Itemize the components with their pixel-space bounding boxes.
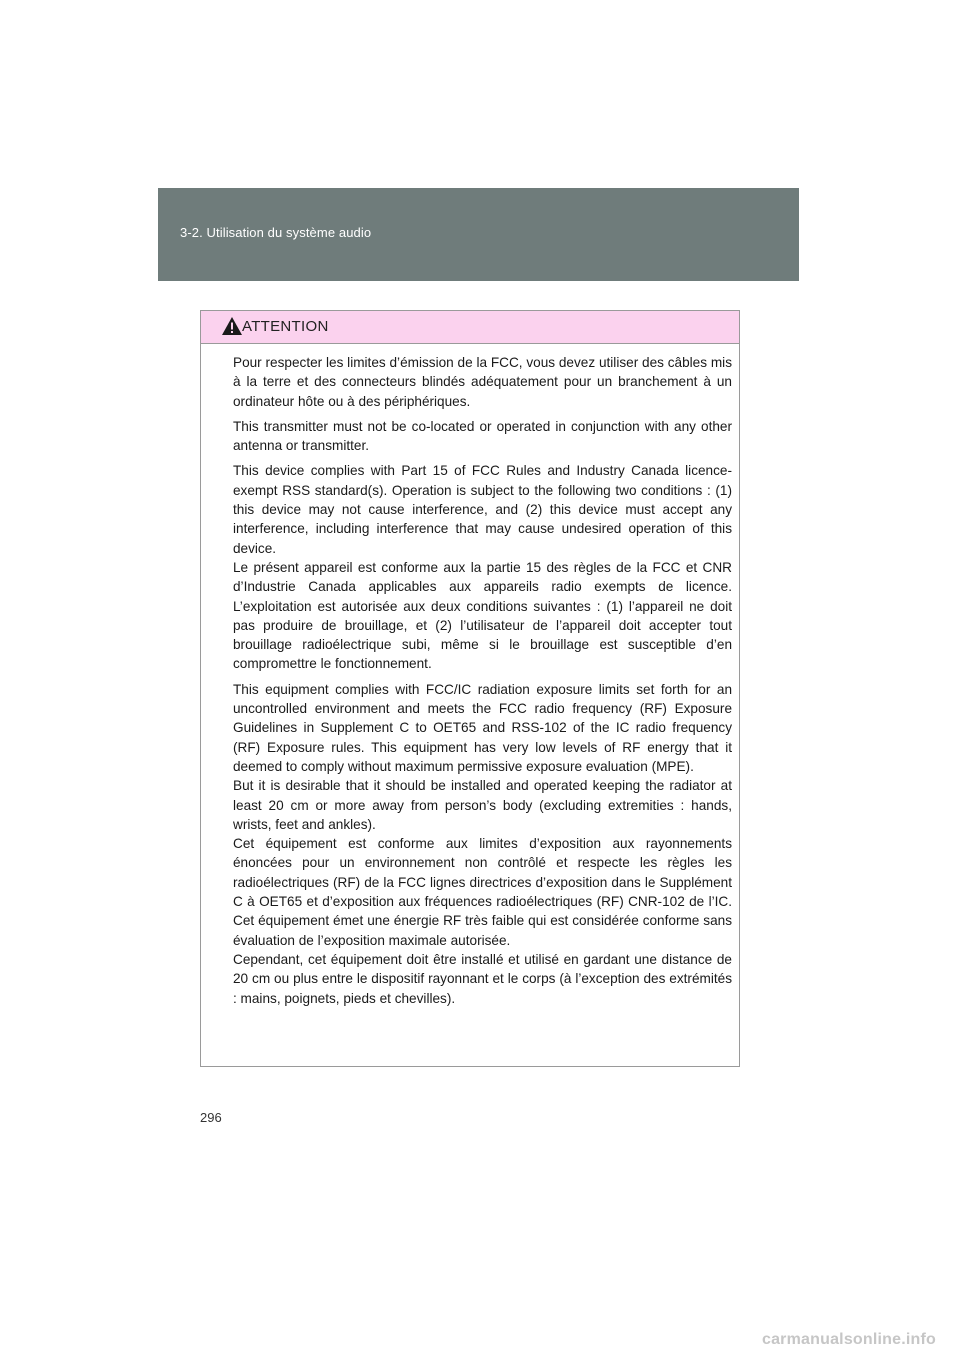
section-label: 3-2. Utilisation du système audio (180, 225, 372, 240)
caution-paragraph (233, 417, 732, 456)
paragraph-line: Le présent appareil est conforme aux la partie 15 des règles de la FCC et CNR d’Industrie Canada applicables aux appareils radio exempts de licence. L’exploitation est autorisée aux deux conditions suivantes : (1) l’appareil ne doit pas produire de brouillage, et (2) l’utilisateur de l’appareil doit accepter tout brouillage radioélectrique subi, même si le brouillage est susceptible d’en compromettre le fonctionnement. (233, 559, 732, 672)
paragraph-line: Pour respecter les limites d’émission de la FCC, vous devez utiliser des câbles mis à la terre et des connecteurs blindés adéquatement pour un branchement à un ordinateur hôte ou à des périphériques. (233, 355, 732, 409)
paragraph-line: This equipment complies with FCC/IC radiation exposure limits set forth for an uncontrolled environment and meets the FCC radio frequency (RF) Exposure Guidelines in Supplement C to OET65 and RSS-102 of the IC radio frequency (RF) Exposure rules. This equipment has very low levels of RF energy that it deemed to comply without maximum permissive exposure evaluation (MPE). (233, 681, 732, 774)
warning-triangle-icon (221, 316, 243, 336)
paragraph-line: Cet équipement est conforme aux limites d’exposition aux rayonnements énoncées pour un environnement non contrôlé et respecte les règles les radioélectriques (RF) de la FCC lignes directrices d’exposition dans le Supplément C à OET65 et d’exposition aux fréquences radioélectriques (RF) CNR-102 de l’IC. Cet équipement émet une énergie RF très faible qui est considérée conforme sans évaluation de l’exposition maximale autorisée. (233, 836, 732, 948)
caution-paragraph (233, 461, 732, 673)
caution-box (200, 310, 740, 1067)
caution-body (201, 344, 739, 1008)
caution-header (201, 311, 739, 344)
caution-paragraph (233, 680, 732, 1008)
caution-title: ATTENTION (242, 318, 329, 335)
caution-paragraph (233, 353, 732, 411)
paragraph-line: But it is desirable that it should be installed and operated keeping the radiator at least 20 cm or more away from person’s body (excluding extremities : hands, wrists, feet and ankles). (233, 778, 732, 832)
watermark: carmanualsonline.info (761, 1331, 936, 1348)
paragraph-line: Cependant, cet équipement doit être installé et utilisé en gardant une distance de 20 cm ou plus entre le dispositif rayonnant et le corps (à l’exception des extrémités : mains, poignets, pieds et chevilles). (233, 951, 732, 1006)
paragraph-line: This transmitter must not be co-located or operated in conjunction with any other antenna or transmitter. (233, 418, 732, 454)
page-number: 296 (200, 1110, 222, 1125)
paragraph-line: This device complies with Part 15 of FCC Rules and Industry Canada licence-exempt RSS standard(s). Operation is subject to the following two conditions : (1) this device may not cause interference, and (2) this device must accept any interference, including interference that may cause undesired operation of this device. (233, 463, 732, 556)
section-header-band (158, 188, 799, 281)
